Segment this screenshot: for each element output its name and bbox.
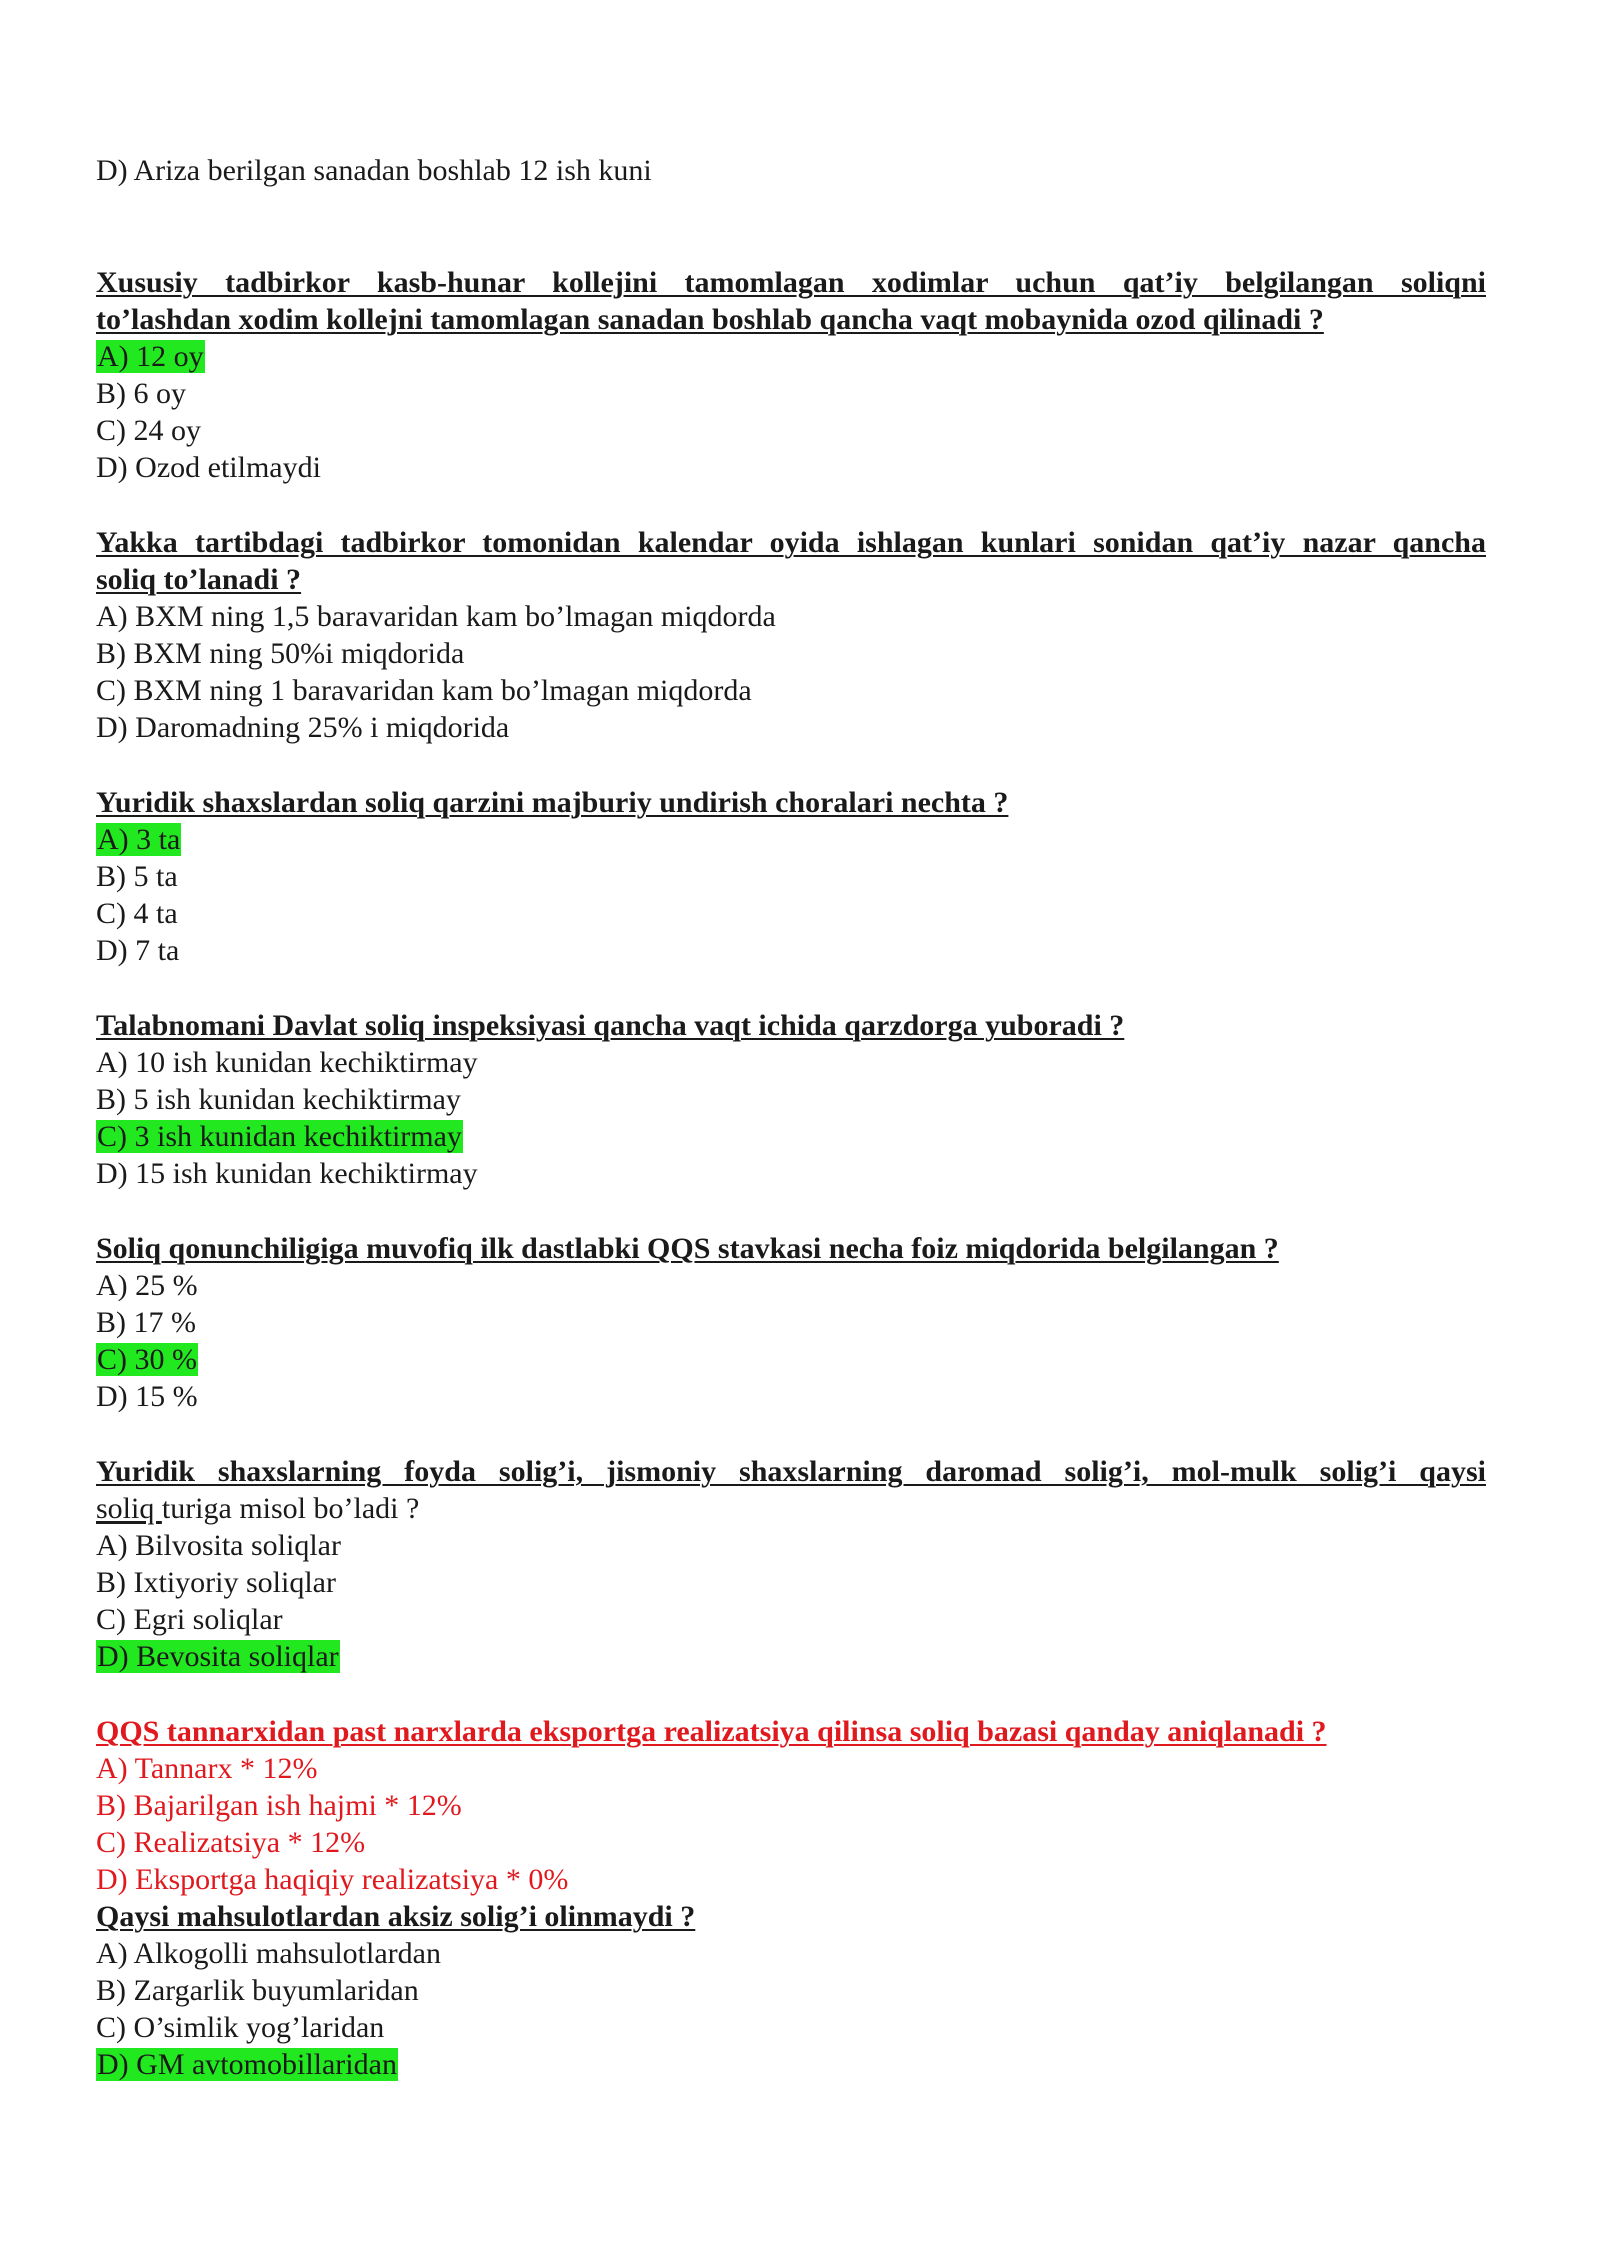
q7-option-b: B) Bajarilgan ish hajmi * 12%	[96, 1789, 462, 1822]
question-1-title: Xususiy tadbirkor kasb-hunar kollejini tamomlagan xodimlar uchun qat’iy belgilangan soliqni	[96, 266, 1486, 299]
q3-option-d: D) 7 ta	[96, 934, 180, 967]
question-6-title-cont	[96, 1490, 419, 1527]
question-6-title: Yuridik shaxslarning foyda solig’i, jismoniy shaxslarning daromad solig’i, mol-mulk solig’i qaysi	[96, 1455, 1486, 1488]
q4-option-a: A) 10 ish kunidan kechiktirmay	[96, 1046, 478, 1079]
question-6-rest: turiga misol bo’ladi ?	[161, 1492, 420, 1525]
q2-option-b: B) BXM ning 50%i miqdorida	[96, 637, 465, 670]
q1-option-d: D) Ozod etilmaydi	[96, 451, 321, 484]
q2-option-a: A) BXM ning 1,5 baravaridan kam bo’lmagan miqdorda	[96, 600, 776, 633]
q8-option-b: B) Zargarlik buyumlaridan	[96, 1974, 419, 2007]
correct-answer-highlight: C) 30 %	[97, 1343, 197, 1376]
q6-option-a: A) Bilvosita soliqlar	[96, 1529, 341, 1562]
correct-answer-highlight: A) 12 oy	[97, 340, 204, 373]
question-2-title-cont: soliq to’lanadi ?	[96, 563, 302, 596]
q4-option-d: D) 15 ish kunidan kechiktirmay	[96, 1157, 478, 1190]
question-7-title: QQS tannarxidan past narxlarda eksportga realizatsiya qilinsa soliq bazasi qanday aniqlanadi ?	[96, 1715, 1327, 1748]
q4-option-b: B) 5 ish kunidan kechiktirmay	[96, 1083, 461, 1116]
correct-answer-highlight: C) 3 ish kunidan kechiktirmay	[97, 1120, 462, 1153]
q5-option-d: D) 15 %	[96, 1380, 198, 1413]
answer-line: D) Ariza berilgan sanadan boshlab 12 ish kuni	[96, 154, 652, 187]
question-1-title-cont: to’lashdan xodim kollejni tamomlagan sanadan boshlab qancha vaqt mobaynida ozod qilinadi ?	[96, 303, 1324, 336]
question-8-title: Qaysi mahsulotlardan aksiz solig’i olinmaydi ?	[96, 1900, 696, 1933]
q3-option-b: B) 5 ta	[96, 860, 178, 893]
q8-option-c: C) O’simlik yog’laridan	[96, 2011, 385, 2044]
q2-option-c: C) BXM ning 1 baravaridan kam bo’lmagan miqdorda	[96, 674, 752, 707]
question-3-title: Yuridik shaxslardan soliq qarzini majburiy undirish choralari nechta ?	[96, 786, 1009, 819]
q2-option-d: D) Daromadning 25% i miqdorida	[96, 711, 510, 744]
question-2-title: Yakka tartibdagi tadbirkor tomonidan kalendar oyida ishlagan kunlari sonidan qat’iy nazar qancha	[96, 526, 1486, 559]
underlined-word: soliq	[96, 1492, 162, 1525]
q7-option-a: A) Tannarx * 12%	[96, 1752, 318, 1785]
q5-option-b: B) 17 %	[96, 1306, 196, 1339]
correct-answer-highlight: D) Bevosita soliqlar	[97, 1640, 339, 1673]
question-4-title: Talabnomani Davlat soliq inspeksiyasi qancha vaqt ichida qarzdorga yuboradi ?	[96, 1009, 1125, 1042]
q6-option-b: B) Ixtiyoriy soliqlar	[96, 1566, 336, 1599]
q1-option-b: B) 6 oy	[96, 377, 186, 410]
correct-answer-highlight: A) 3 ta	[97, 823, 181, 856]
q5-option-a: A) 25 %	[96, 1269, 198, 1302]
correct-answer-highlight: D) GM avtomobillaridan	[97, 2048, 397, 2081]
q7-option-c: C) Realizatsiya * 12%	[96, 1826, 366, 1859]
q6-option-c: C) Egri soliqlar	[96, 1603, 283, 1636]
q4-option-c	[96, 1118, 463, 1155]
q5-option-c	[96, 1341, 198, 1378]
q7-option-d: D) Eksportga haqiqiy realizatsiya * 0%	[96, 1863, 569, 1896]
q6-option-d	[96, 1638, 340, 1675]
q8-option-d	[96, 2046, 398, 2083]
q1-option-a	[96, 338, 205, 375]
q3-option-c: C) 4 ta	[96, 897, 178, 930]
question-5-title: Soliq qonunchiligiga muvofiq ilk dastlabki QQS stavkasi necha foiz miqdorida belgilangan ?	[96, 1232, 1279, 1265]
q3-option-a	[96, 821, 181, 858]
q8-option-a: A) Alkogolli mahsulotlardan	[96, 1937, 441, 1970]
q1-option-c: C) 24 oy	[96, 414, 201, 447]
